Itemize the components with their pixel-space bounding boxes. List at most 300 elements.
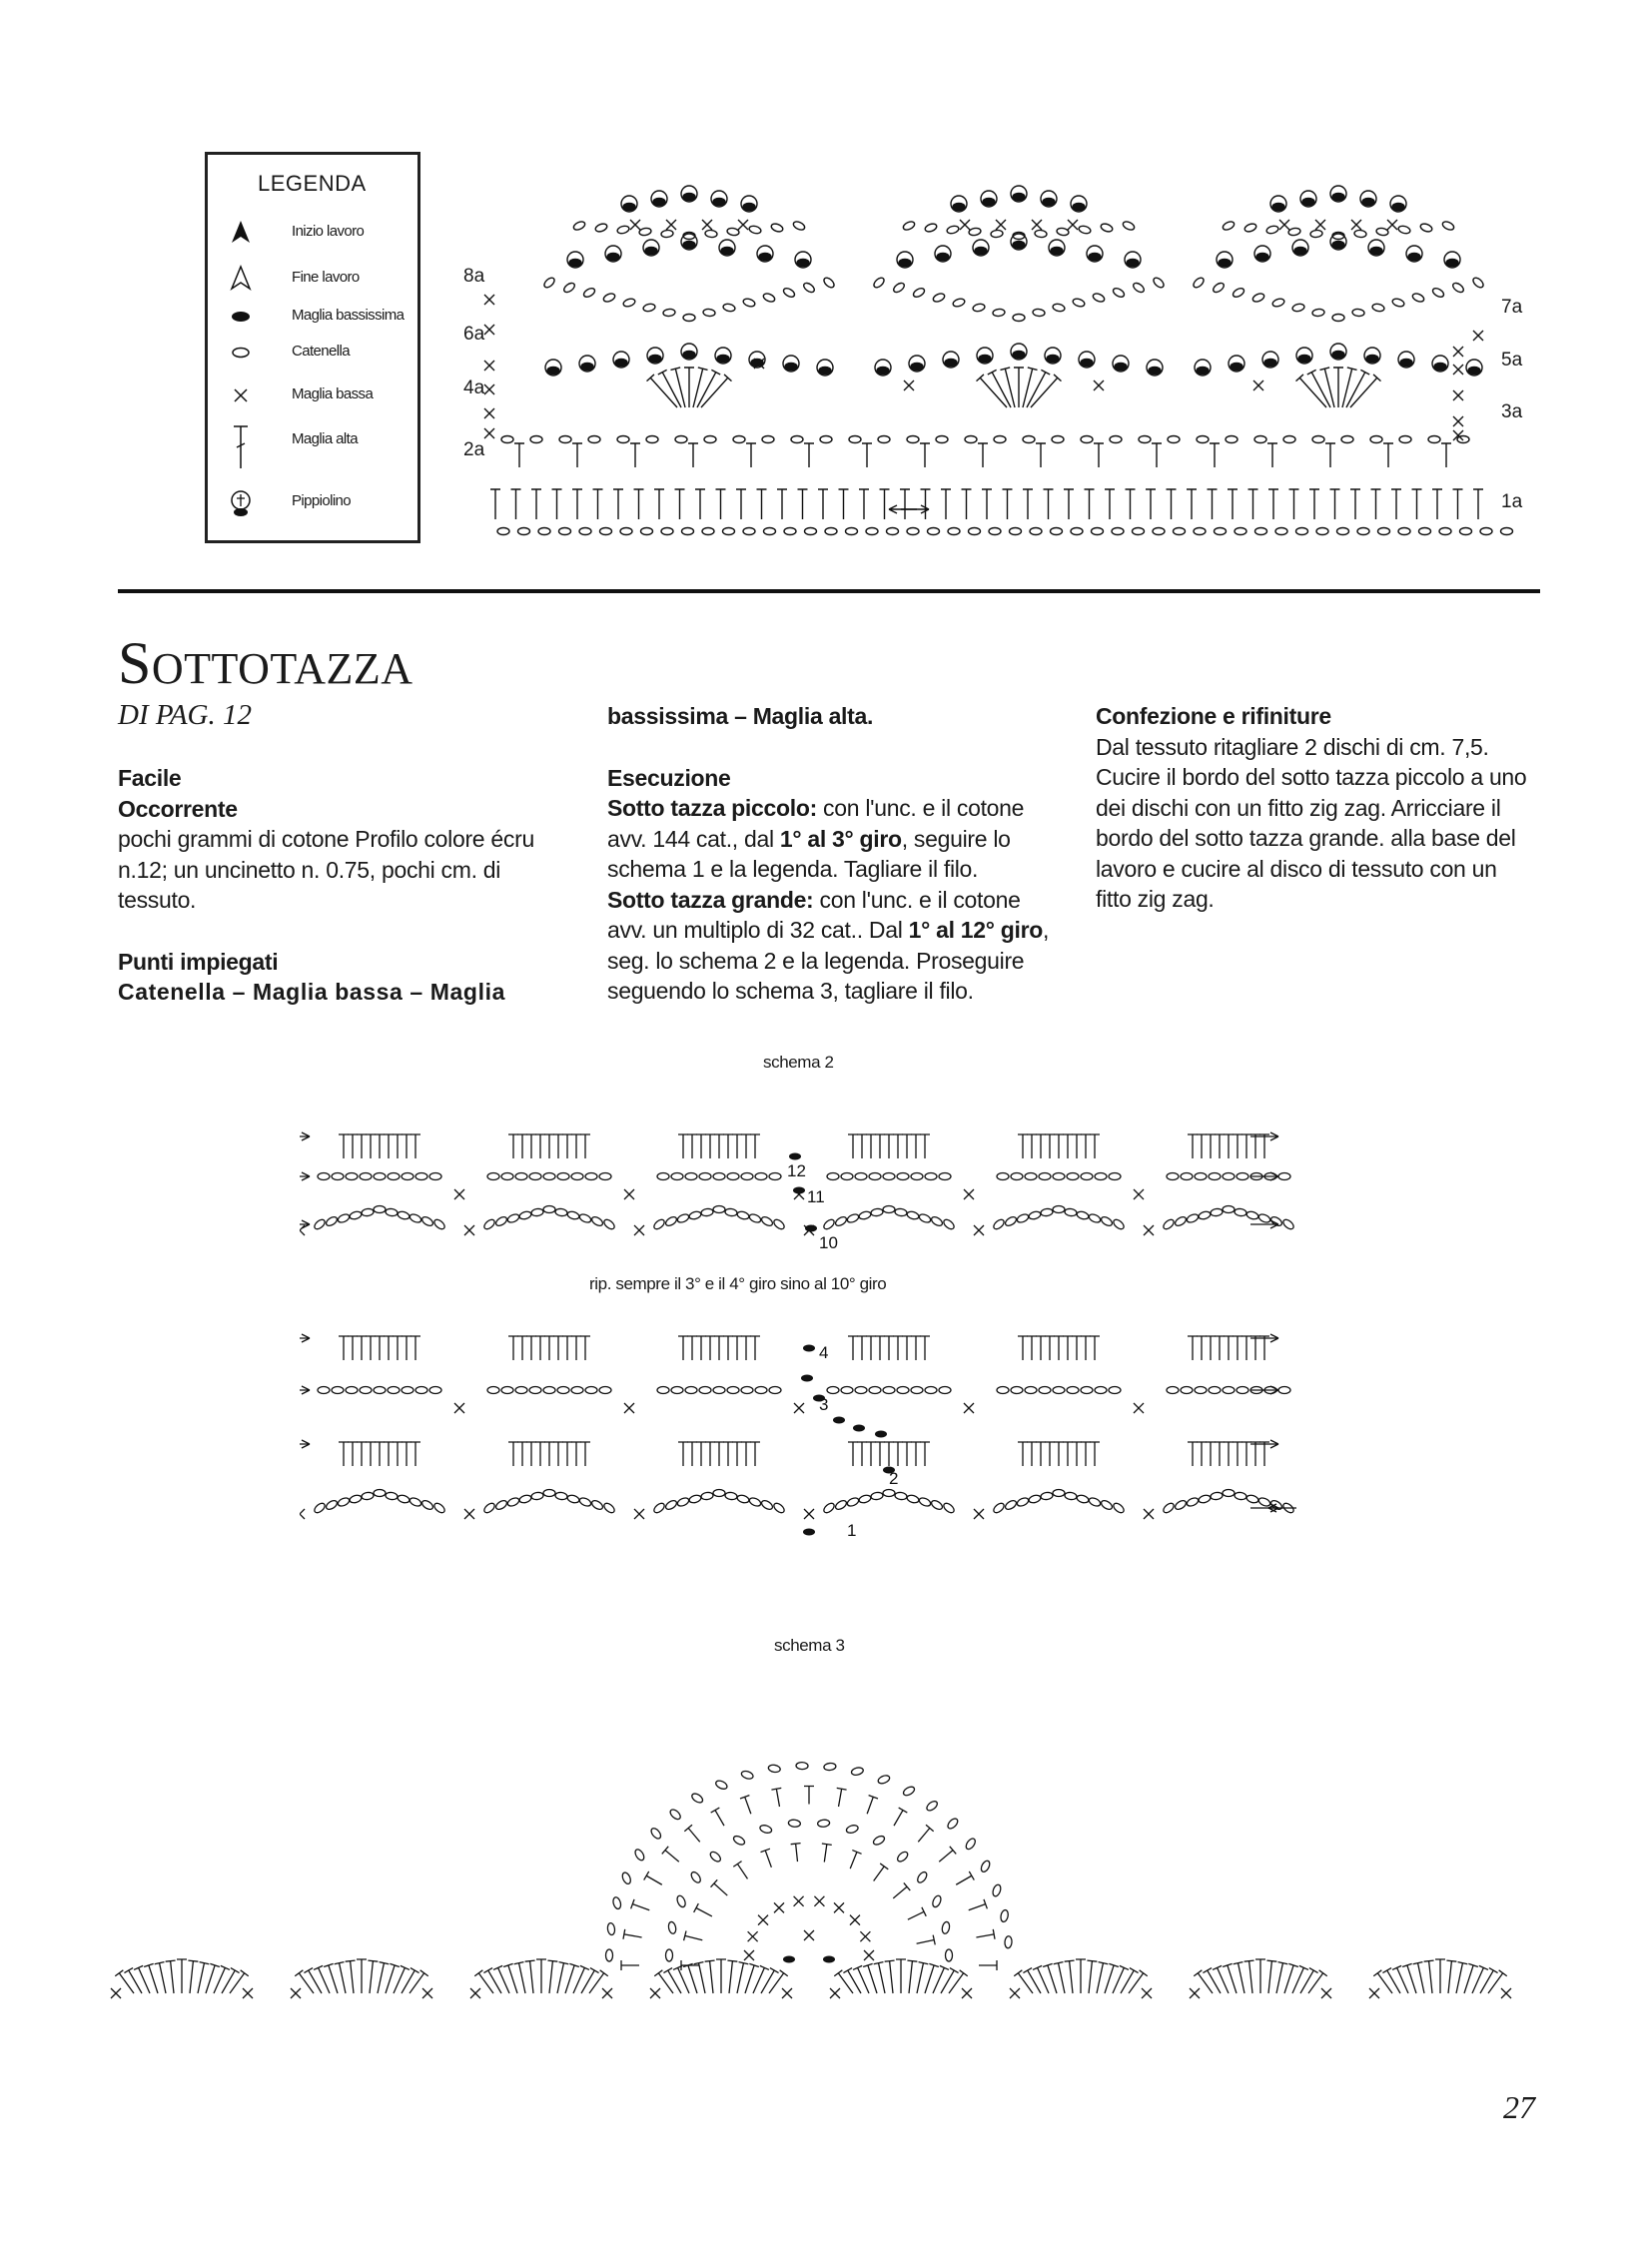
treble-stitch (535, 1442, 545, 1466)
treble-stitch (902, 1336, 912, 1360)
treble-stitch (884, 1336, 894, 1360)
treble-stitch (1054, 1336, 1064, 1360)
chain-stitch (397, 1210, 410, 1220)
row-label-6a: 6a (463, 324, 485, 345)
treble-stitch (733, 1862, 747, 1879)
chain-stitch (1100, 1499, 1114, 1511)
single-crochet-stitch (1190, 1988, 1200, 1998)
treble-stitch (214, 1965, 230, 1993)
schema-3-stitches (111, 1762, 1511, 1998)
slip-stitch (853, 1425, 865, 1432)
treble-stitch (1473, 489, 1483, 519)
single-crochet-stitch (1144, 1225, 1154, 1235)
treble-stitch (791, 1844, 801, 1862)
chain-stitch (748, 1212, 762, 1223)
treble-stitch (348, 1442, 358, 1466)
single-crochet-stitch (484, 325, 494, 335)
chain-stitch (602, 1217, 616, 1230)
treble-stitch (1081, 1134, 1091, 1158)
chain-stitch (1162, 1501, 1176, 1514)
single-crochet-stitch (774, 1902, 784, 1912)
treble-stitch (1076, 1959, 1086, 1993)
treble-stitch (741, 1336, 751, 1360)
chain-stitch (824, 1763, 837, 1771)
picot-base (683, 242, 695, 249)
treble-stitch (1215, 1442, 1225, 1466)
chain-stitch (1033, 309, 1046, 317)
row-label-8a: 8a (463, 266, 485, 287)
chain-stitch (968, 228, 981, 237)
treble-stitch (716, 489, 726, 519)
chain-stitch (925, 1387, 937, 1394)
chain-stitch (585, 1173, 597, 1180)
chain-stitch (1271, 298, 1285, 308)
chain-stitch (965, 436, 977, 443)
chain-stitch (617, 436, 629, 443)
treble-stitch (918, 1825, 933, 1842)
stitches-heading: Punti impiegati (118, 948, 279, 975)
chain-stitch (1056, 228, 1069, 237)
picot-base (979, 356, 991, 363)
picot-base (1332, 352, 1344, 359)
picot-base (1468, 368, 1480, 374)
section-divider (118, 589, 1540, 593)
treble-stitch (1244, 1960, 1254, 1993)
chain-stitch (602, 1501, 616, 1514)
large-coaster-paragraph: Sotto tazza grande: con l'unc. e il cotone avv. un multiplo di 32 cat.. Dal 1° al 12° giro, seg. lo schema 2 e la legenda. Proseguire seguendo lo schema 3, tagliare il filo. (607, 886, 1050, 1004)
chain-stitch (846, 528, 858, 535)
chain-stitch (896, 1851, 910, 1864)
treble-stitch (580, 1134, 590, 1158)
chain-stitch (736, 1494, 749, 1504)
chain-stitch (594, 223, 608, 234)
chain-stitch (883, 1490, 895, 1497)
treble-stitch (571, 1134, 581, 1158)
single-crochet-stitch (1453, 347, 1463, 357)
chain-stitch (723, 528, 735, 535)
chain-stitch (652, 1217, 666, 1230)
picot-base (911, 364, 923, 371)
treble-stitch (1065, 1960, 1075, 1993)
treble-stitch (687, 1442, 697, 1466)
chain-stitch (515, 1173, 527, 1180)
chain-stitch (675, 436, 687, 443)
chain-stitch (360, 1173, 372, 1180)
single-crochet-stitch (1369, 1988, 1379, 1998)
chain-stitch (313, 1501, 327, 1514)
treble-stitch (357, 1336, 367, 1360)
chain-stitch (515, 1387, 527, 1394)
treble-stitch (166, 1960, 176, 1993)
row-label-3a: 3a (1501, 401, 1523, 422)
chain-stitch (497, 528, 509, 535)
chain-stitch (902, 220, 916, 231)
treble-stitch (982, 489, 992, 519)
chain-stitch (420, 1499, 434, 1511)
single-crochet-stitch (996, 220, 1006, 230)
chain-stitch (349, 1494, 362, 1504)
chain-stitch (482, 1217, 496, 1230)
stitches-text-continued: bassissima – Maglia alta. (607, 703, 874, 729)
chain-stitch (727, 1387, 739, 1394)
chain-stitch (883, 1173, 895, 1180)
treble-stitch (675, 489, 685, 519)
picot-base (975, 248, 987, 255)
single-crochet-stitch (830, 1988, 840, 1998)
picot-base (1149, 368, 1161, 374)
chain-stitch (1076, 1210, 1089, 1220)
chain-stitch (590, 1215, 604, 1227)
chain-stitch (992, 1217, 1006, 1230)
treble-stitch (716, 1959, 726, 1993)
picot-base (1256, 254, 1268, 261)
picot-base (649, 356, 661, 363)
chain-stitch (429, 1387, 441, 1394)
chain-stitch (1265, 225, 1278, 235)
chain-stitch (742, 298, 756, 308)
single-crochet-stitch (1501, 1988, 1511, 1998)
text-column-1 (118, 763, 567, 1008)
treble-stitch (514, 443, 524, 467)
treble-stitch (921, 489, 931, 519)
chain-stitch (685, 1173, 697, 1180)
single-crochet-stitch (794, 1896, 804, 1906)
chain-stitch (616, 225, 629, 235)
legend-item-treble (226, 422, 415, 472)
treble-stitch (933, 1965, 949, 1993)
single-crochet-stitch (738, 220, 748, 230)
chain-stitch (755, 1387, 767, 1394)
chain-stitch (1235, 528, 1246, 535)
treble-stitch (771, 1788, 781, 1807)
chain-stitch (332, 1387, 344, 1394)
chain-stitch (386, 1492, 399, 1501)
chain-stitch (1471, 276, 1485, 289)
single-crochet-stitch (484, 408, 494, 418)
chain-stitch (641, 528, 653, 535)
chain-stitch (1092, 528, 1104, 535)
treble-stitch (483, 1968, 501, 1993)
treble-stitch (740, 1796, 751, 1815)
chain-stitch (557, 1173, 569, 1180)
treble-stitch (393, 1134, 403, 1158)
treble-stitch (804, 443, 814, 467)
single-crochet-stitch (1142, 1988, 1152, 1998)
treble-stitch (907, 1960, 917, 1993)
picot-base (1434, 364, 1446, 371)
picot-base (1089, 254, 1101, 261)
chain-stitch (952, 298, 966, 308)
chain-stitch (722, 303, 735, 312)
chain-stitch (855, 1387, 867, 1394)
picot-base (1264, 360, 1276, 367)
chain-stitch (725, 1492, 738, 1501)
picot-base (953, 204, 965, 211)
chain-stitch (849, 436, 861, 443)
chain-stitch (969, 528, 981, 535)
treble-stitch (920, 1442, 930, 1466)
chain-stitch (877, 1774, 891, 1785)
treble-stitch (885, 1960, 895, 1993)
chain-stitch (883, 1387, 895, 1394)
chain-stitch (946, 1817, 959, 1830)
chain-stitch (676, 1496, 690, 1507)
chain-stitch (374, 1387, 386, 1394)
treble-stitch (714, 1134, 724, 1158)
treble-stitch (188, 1960, 198, 1993)
chain-stitch (760, 1215, 774, 1227)
treble-stitch (920, 1134, 930, 1158)
schema-3-title: schema 3 (774, 1636, 845, 1655)
chain-stitch (822, 1217, 836, 1230)
treble-stitch (839, 489, 849, 519)
treble-stitch (900, 489, 910, 519)
treble-stitch (552, 489, 562, 519)
treble-stitch (1054, 1134, 1064, 1158)
chain-stitch (906, 1210, 919, 1220)
chain-stitch (602, 292, 616, 303)
single-crochet-stitch (624, 1189, 634, 1199)
chain-stitch (1428, 436, 1440, 443)
treble-stitch (411, 1134, 420, 1158)
treble-stitch (1472, 1965, 1488, 1993)
chain-stitch (845, 1824, 859, 1834)
treble-stitch (1063, 1134, 1073, 1158)
chain-stitch (337, 1212, 351, 1223)
treble-stitch (1087, 1960, 1097, 1993)
chain-stitch (713, 1387, 725, 1394)
chain-stitch (566, 1494, 579, 1504)
treble-stitch (526, 1336, 536, 1360)
chain-stitch (542, 276, 556, 289)
chain-stitch (1109, 1387, 1121, 1394)
direction-arrow (300, 1132, 310, 1140)
chain-stitch (675, 1894, 686, 1908)
treble-stitch (1371, 489, 1381, 519)
chain-stitch (1030, 528, 1042, 535)
chain-stitch (1186, 1212, 1200, 1223)
title-initial: S (118, 630, 152, 696)
treble-stitch (1250, 1336, 1260, 1360)
chain-stitch (939, 1387, 951, 1394)
treble-stitch (503, 1963, 517, 1993)
slip-stitch (833, 1417, 845, 1424)
chain-stitch (1223, 1387, 1235, 1394)
single-crochet-stitch (291, 1988, 301, 1998)
chain-stitch (972, 303, 985, 312)
chain-stitch (827, 1173, 839, 1180)
picot-base (1446, 260, 1458, 267)
schema-2-stitches (300, 1132, 1298, 1536)
single-crochet-stitch (1010, 1988, 1020, 1998)
treble-stitch (1064, 489, 1074, 519)
treble-stitch (1197, 1442, 1207, 1466)
treble-stitch (1203, 1968, 1221, 1993)
chain-stitch (543, 1173, 555, 1180)
chain-stitch (1053, 1387, 1065, 1394)
legend-label: Fine lavoro (292, 269, 360, 286)
picot-base (1231, 364, 1242, 371)
picot-base (1302, 199, 1314, 206)
treble-stitch (517, 1336, 527, 1360)
chain-stitch (1235, 1208, 1247, 1217)
legend-label: Maglia bassa (292, 385, 374, 402)
chain-stitch (683, 315, 695, 322)
treble-stitch (1233, 1134, 1242, 1158)
treble-stitch (941, 489, 951, 519)
chain-stitch (841, 1173, 853, 1180)
chain-stitch (1332, 315, 1344, 322)
chain-stitch (1269, 1215, 1283, 1227)
treble-stitch (736, 489, 746, 519)
chain-stitch (846, 1212, 860, 1223)
picot-base (877, 368, 889, 374)
chain-stitch (1181, 1387, 1193, 1394)
treble-stitch (1224, 1442, 1234, 1466)
treble-stitch (375, 1134, 385, 1158)
chain-stitch (755, 1173, 767, 1180)
single-crochet-stitch (422, 1988, 432, 1998)
chain-stitch (388, 1173, 400, 1180)
treble-stitch (386, 1963, 400, 1993)
single-crochet-stitch (860, 1931, 870, 1941)
slip-stitch (801, 1375, 813, 1382)
treble-stitch (630, 443, 640, 467)
treble-stitch (857, 1442, 867, 1466)
chain-stitch (925, 1173, 937, 1180)
picot-base (1081, 360, 1093, 367)
chain-stitch (409, 1496, 422, 1507)
chain-stitch (1174, 1215, 1188, 1227)
chain-stitch (827, 1387, 839, 1394)
single-crochet-stitch (470, 1988, 480, 1998)
chain-stitch (1419, 223, 1433, 234)
schema-2-repeat-note: rip. sempre il 3° e il 4° giro sino al 10° giro (589, 1274, 887, 1293)
treble-stitch (866, 1134, 876, 1158)
treble-stitch (1063, 1336, 1073, 1360)
chain-stitch (1232, 287, 1245, 299)
chain-stitch (871, 1492, 884, 1501)
single-crochet-stitch (1068, 220, 1078, 230)
chain-stitch (770, 223, 784, 234)
treble-stitch (893, 1882, 910, 1897)
picot-base (1366, 356, 1378, 363)
single-crochet-stitch (1315, 220, 1325, 230)
treble-stitch (621, 1960, 639, 1970)
single-crochet-stitch (1453, 416, 1463, 426)
treble-stitch (508, 1134, 518, 1158)
treble-stitch (1018, 1442, 1028, 1466)
treble-stitch (508, 1442, 518, 1466)
treble-stitch (222, 1968, 240, 1993)
treble-stitch (580, 1336, 590, 1360)
chain-stitch (825, 528, 837, 535)
treble-stitch (517, 1134, 527, 1158)
chain-stitch (704, 436, 716, 443)
outline-arrow-icon (226, 261, 256, 297)
treble-stitch (761, 1849, 772, 1868)
round-label-10: 10 (819, 1233, 838, 1252)
treble-stitch (1382, 1968, 1400, 1993)
chain-stitch (566, 1210, 579, 1220)
chain-stitch (402, 1173, 413, 1180)
treble-stitch (357, 1959, 367, 1993)
chain-stitch (911, 1387, 923, 1394)
chain-stitch (741, 1173, 753, 1180)
treble-stitch (850, 1851, 861, 1869)
treble-stitch (884, 1134, 894, 1158)
chain-stitch (1072, 298, 1086, 308)
treble-stitch (862, 443, 872, 467)
single-crochet-stitch (1473, 331, 1483, 341)
chain-stitch (784, 528, 796, 535)
treble-stitch (896, 1959, 906, 1993)
single-crochet-stitch (484, 361, 494, 371)
chain-stitch (682, 528, 694, 535)
treble-stitch (875, 1442, 885, 1466)
picot-base (1370, 248, 1382, 255)
single-crochet-stitch (1453, 390, 1463, 400)
chain-stitch (772, 1501, 786, 1514)
chain-stitch (980, 1860, 992, 1873)
chain-stitch (740, 1770, 754, 1780)
chain-stitch (701, 1492, 714, 1501)
chain-stitch (1186, 1496, 1200, 1507)
picot-base (1115, 364, 1127, 371)
chain-stitch (652, 1501, 666, 1514)
treble-stitch (581, 1968, 599, 1993)
chain-stitch (1245, 1494, 1258, 1504)
treble-stitch (962, 489, 972, 519)
single-crochet-stitch (804, 1509, 814, 1519)
treble-stitch (393, 1442, 403, 1466)
chain-stitch (1162, 1217, 1176, 1230)
treble-stitch (853, 1965, 869, 1993)
chain-stitch (409, 1212, 422, 1223)
treble-stitch (723, 1134, 733, 1158)
chain-stitch (1212, 282, 1226, 295)
chain-stitch (866, 528, 878, 535)
chain-stitch (386, 1208, 399, 1217)
treble-stitch (348, 1336, 358, 1360)
treble-stitch (893, 1336, 903, 1360)
single-crochet-stitch (464, 1225, 474, 1235)
single-crochet-stitch (1351, 220, 1361, 230)
treble-stitch (798, 489, 808, 519)
chain-stitch (1081, 1387, 1093, 1394)
treble-stitch (684, 368, 694, 407)
treble-stitch (1206, 1442, 1216, 1466)
chain-stitch (1035, 230, 1048, 238)
chain-stitch (918, 1212, 932, 1223)
treble-stitch (723, 1442, 733, 1466)
treble-stitch (956, 1871, 974, 1884)
chain-stitch (325, 1499, 339, 1511)
page-title (118, 629, 413, 698)
chain-stitch (657, 1173, 669, 1180)
single-crochet-stitch (484, 428, 494, 438)
treble-stitch (804, 1787, 814, 1805)
chain-stitch (759, 1824, 773, 1834)
chain-stitch (1181, 1173, 1193, 1180)
round-label-3: 3 (819, 1395, 829, 1414)
chain-stitch (1005, 1936, 1013, 1948)
treble-stitch (920, 443, 930, 467)
single-crochet-stitch (300, 1509, 305, 1519)
single-crochet-stitch (758, 1915, 768, 1925)
treble-stitch (848, 1134, 858, 1158)
treble-stitch (402, 1968, 419, 1993)
